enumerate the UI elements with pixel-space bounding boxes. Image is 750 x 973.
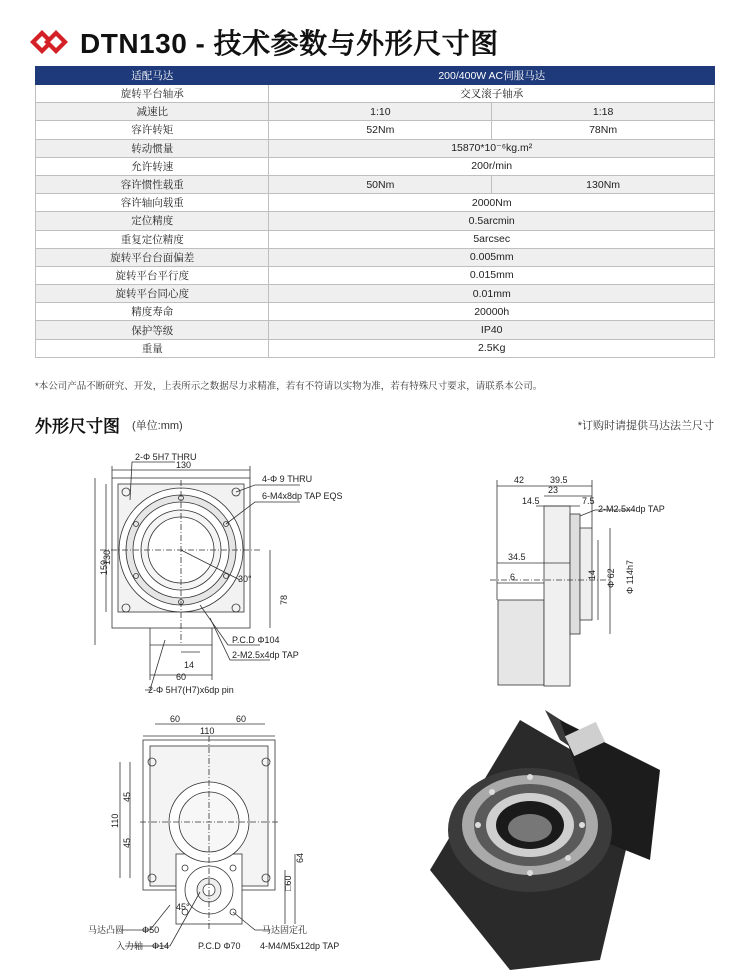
side-dim34-5: 34.5 xyxy=(508,552,526,562)
spec-row xyxy=(36,157,715,175)
spec-row-label: 重复定位精度 xyxy=(36,230,269,248)
spec-row-value: 20000h xyxy=(269,303,715,321)
section-unit: (单位:mm) xyxy=(132,420,183,432)
spec-row-value: 2000Nm xyxy=(269,194,715,212)
spec-table xyxy=(35,66,715,358)
bottom-input-shaft: 入力轴 xyxy=(116,941,144,951)
spec-row-label: 允许转速 xyxy=(36,157,269,175)
spec-row-value: 0.5arcmin xyxy=(269,212,715,230)
spec-row-label: 旋转平台轴承 xyxy=(36,85,269,103)
spec-row xyxy=(36,121,715,139)
bottom-dim45b: 45 xyxy=(122,837,132,848)
spec-row xyxy=(36,248,715,266)
side-dia62: Φ 62 xyxy=(606,568,616,588)
spec-row xyxy=(36,212,715,230)
top-height-inner: 130 xyxy=(102,549,112,565)
top-offset: 78 xyxy=(279,594,289,605)
top-thru-note: 4-Φ 9 THRU xyxy=(262,474,313,484)
spec-row-value: 0.01mm xyxy=(269,285,715,303)
spec-row-value: 5arcsec xyxy=(269,230,715,248)
spec-row-label: 容许惯性载重 xyxy=(36,175,269,193)
side-dim14: 14 xyxy=(587,569,597,580)
spec-row-value: 130Nm xyxy=(492,175,715,193)
side-dim23: 23 xyxy=(548,485,559,495)
spec-row-value: 2.5Kg xyxy=(269,339,715,357)
spec-row-value: 15870*10⁻⁶kg.m² xyxy=(269,139,715,157)
bottom-dim110v: 110 xyxy=(110,813,120,828)
side-dim14-5: 14.5 xyxy=(522,496,540,506)
top-pcd: P.C.D Φ104 xyxy=(232,635,280,645)
spec-row-label: 重量 xyxy=(36,339,269,357)
bottom-motor-boss-dia: Φ50 xyxy=(142,925,160,935)
spec-row xyxy=(36,85,715,103)
bottom-pcd70: P.C.D Φ70 xyxy=(198,941,241,951)
spec-header-label: 适配马达 xyxy=(36,67,269,85)
disclaimer-note: *本公司产品不断研究、开发，上表所示之数据尽力求精准，若有不符请以实物为准，若有特殊尺寸要求，请联系本公司。 xyxy=(35,381,543,392)
side-dim6: 6 xyxy=(510,572,516,582)
spec-row-label: 转动惯量 xyxy=(36,139,269,157)
spec-row-label: 旋转平台同心度 xyxy=(36,285,269,303)
spec-row-value: IP40 xyxy=(269,321,715,339)
side-dim39-5: 39.5 xyxy=(550,475,568,485)
spec-row-label: 容许转矩 xyxy=(36,121,269,139)
top-dim60: 60 xyxy=(176,672,187,682)
spec-row-value: 交叉滚子轴承 xyxy=(269,85,715,103)
product-photo xyxy=(430,710,660,970)
spec-row-value: 78Nm xyxy=(492,121,715,139)
top-dim14: 14 xyxy=(184,660,195,670)
spec-row xyxy=(36,321,715,339)
bottom-angle45: 45° xyxy=(176,902,190,912)
spec-row-value: 52Nm xyxy=(269,121,492,139)
side-dim42: 42 xyxy=(514,475,525,485)
bottom-dim60b: 60 xyxy=(236,714,247,724)
spec-row-label: 精度寿命 xyxy=(36,303,269,321)
side-dim7-5: 7.5 xyxy=(582,496,595,506)
side-tap: 2-M2.5x4dp TAP xyxy=(598,504,665,514)
spec-row xyxy=(36,303,715,321)
spec-row xyxy=(36,266,715,284)
top-tap-note: 6-M4x8dp TAP EQS xyxy=(262,491,343,501)
spec-row-value: 0.005mm xyxy=(269,248,715,266)
spec-row xyxy=(36,103,715,121)
spec-row-value: 1:10 xyxy=(269,103,492,121)
top-width: 130 xyxy=(176,460,192,470)
bottom-dim64: 64 xyxy=(295,852,305,863)
spec-row-label: 减速比 xyxy=(36,103,269,121)
page-title: DTN130 - 技术参数与外形尺寸图 xyxy=(80,28,499,59)
spec-row-label: 保护等级 xyxy=(36,321,269,339)
spec-row xyxy=(36,285,715,303)
bottom-motor-boss: 马达凸圆 xyxy=(88,925,125,935)
bottom-motor-fix: 马达固定孔 xyxy=(262,925,308,935)
top-height-outer: 159 xyxy=(99,559,109,575)
spec-row-label: 旋转平台平行度 xyxy=(36,266,269,284)
dimension-drawing xyxy=(0,440,750,973)
spec-row xyxy=(36,175,715,193)
bottom-view-outline xyxy=(120,724,295,946)
bottom-dim60a: 60 xyxy=(170,714,181,724)
spec-row-label: 容许轴向载重 xyxy=(36,194,269,212)
top-angle: 30° xyxy=(238,574,252,584)
brand-logo-icon xyxy=(30,27,70,57)
spec-header-row xyxy=(36,67,715,85)
bottom-motor-fix-tap: 4-M4/M5x12dp TAP xyxy=(260,941,340,951)
spec-row-value: 50Nm xyxy=(269,175,492,193)
spec-row xyxy=(36,339,715,357)
spec-row-value: 0.015mm xyxy=(269,266,715,284)
bottom-dim45a: 45 xyxy=(122,791,132,802)
spec-row-value: 1:18 xyxy=(492,103,715,121)
bottom-sq60: □60 xyxy=(283,875,293,891)
top-tap2: 2-M2.5x4dp TAP xyxy=(232,650,299,660)
spec-row xyxy=(36,194,715,212)
spec-row-label: 旋转平台台面偏差 xyxy=(36,248,269,266)
spec-row-label: 定位精度 xyxy=(36,212,269,230)
side-dia114: Φ 114h7 xyxy=(625,559,635,594)
section-note: *订购时请提供马达法兰尺寸 xyxy=(577,420,714,432)
top-pin-note: 2-Φ 5H7(H7)x6dp pin xyxy=(148,685,234,695)
spec-header-value: 200/400W AC伺服马达 xyxy=(269,67,715,85)
section-title: 外形尺寸图 xyxy=(35,417,120,436)
title-bar xyxy=(30,22,499,62)
top-hole-note: 2-Φ 5H7 THRU xyxy=(135,452,197,462)
spec-row-value: 200r/min xyxy=(269,157,715,175)
bottom-input-shaft-dia: Φ14 xyxy=(152,941,170,951)
bottom-dim110: 110 xyxy=(200,726,215,736)
spec-row xyxy=(36,139,715,157)
spec-row xyxy=(36,230,715,248)
